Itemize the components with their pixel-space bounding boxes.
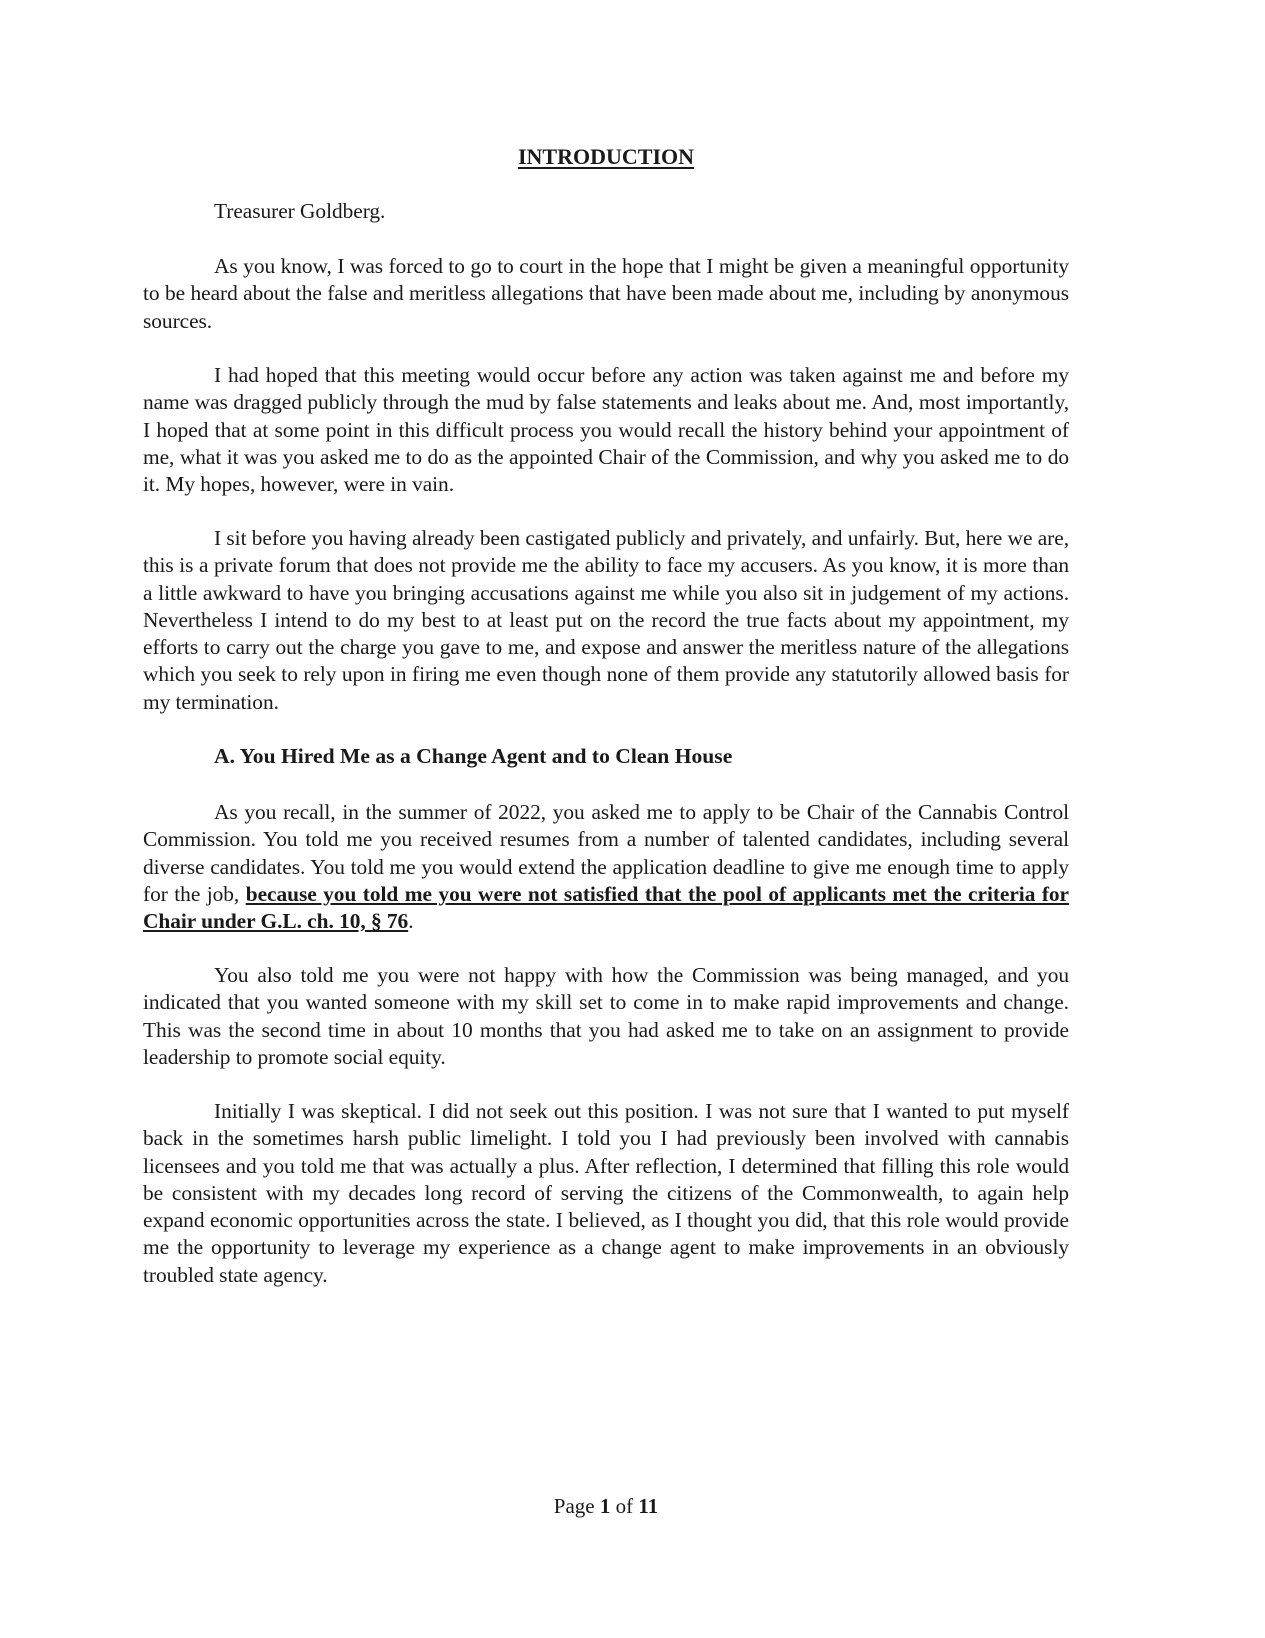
paragraph-2: I had hoped that this meeting would occur before any action was taken against me and before my name was dragged publicly through the mud by false statements and leaks about me. And, most importantly, I hoped that at some point in this difficult process you would recall the history behind your appointment of me, what it was you asked me to do as the appointed Chair of the Commission, and why you asked me to do it. My hopes, however, were in vain. [143, 363, 1069, 497]
salutation: Treasurer Goldberg. [214, 199, 386, 223]
section-a-paragraph-2: You also told me you were not happy with how the Commission was being managed, and you indicated that you wanted someone with my skill set to come in to make rapid improvements and change. This was the second time in about 10 months that you had asked me to take on an assignment to provide leadership to promote social equity. [143, 963, 1069, 1069]
page-title: INTRODUCTION [517, 144, 695, 169]
section-a-paragraph-1-text: As you recall, in the summer of 2022, you asked me to apply to be Chair of the Cannabis Control Commission. You told me you received resumes from a number of talented candidates, including several diverse candidates. You told me you would extend the application deadline to give me enough time to apply for the job, [143, 800, 1069, 906]
paragraph-1: As you know, I was forced to go to court in the hope that I might be given a meaningful opportunity to be heard about the false and meritless allegations that have been made about me, including by anonymous sources. [143, 254, 1069, 333]
footer-prefix: Page [553, 1494, 600, 1518]
section-a-heading: A. You Hired Me as a Change Agent and to Clean House [214, 744, 733, 768]
section-a-paragraph-1 [143, 799, 1069, 935]
section-a-paragraph-1-end: . [408, 909, 414, 934]
section-a-paragraph-3: Initially I was skeptical. I did not seek out this position. I was not sure that I wanted to put myself back in the sometimes harsh public limelight. I told you I had previously been involved with cannabis licensees and you told me that was actually a plus. After reflection, I determined that filling this role would be consistent with my decades long record of serving the citizens of the Commonwealth, to again help expand economic opportunities across the state. I believed, as I thought you did, that this role would provide me the opportunity to leverage my experience as a change agent to make improvements in an obviously troubled state agency. [143, 1099, 1069, 1287]
page-number-footer [143, 1493, 1069, 1519]
emphasized-statement: because you told me you were not satisfied that the pool of applicants met the criteria for Chair under G.L. ch. 10, § 76 [143, 881, 1069, 934]
footer-middle: of [610, 1494, 639, 1518]
total-pages: 11 [638, 1494, 659, 1518]
paragraph-3: I sit before you having already been castigated publicly and privately, and unfairly. But, here we are, this is a private forum that does not provide me the ability to face my accusers. As you know, it is more than a little awkward to have you bringing accusations against me while you also sit in judgement of my actions. Nevertheless I intend to do my best to at least put on the record the true facts about my appointment, my efforts to carry out the charge you gave to me, and expose and answer the meritless nature of the allegations which you seek to rely upon in firing me even though none of them provide any statutorily allowed basis for my termination. [143, 526, 1069, 714]
current-page: 1 [599, 1494, 611, 1518]
